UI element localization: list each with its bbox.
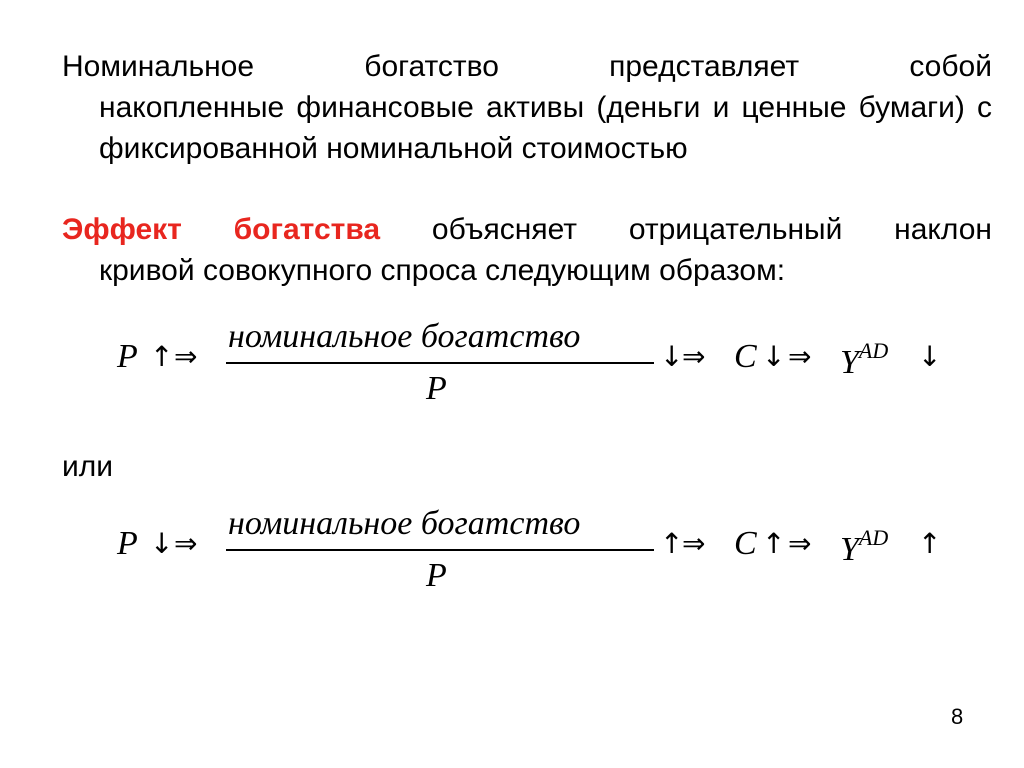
- connector-word: или: [62, 450, 114, 483]
- fraction-numerator: номинальное богатство: [228, 318, 581, 355]
- wealth-effect-first-line-text: объясняет отрицательный наклон: [431, 213, 992, 246]
- output-symbol: Y: [840, 344, 859, 381]
- wealth-effect-continuation: кривой совокупного спроса следующим образом:: [99, 254, 786, 287]
- definition-continuation: накопленные финансовые активы (деньги и ценные бумаги) с фиксированной номинальной стоимостью: [99, 91, 992, 165]
- consumption-up-arrow-icon: ↑: [762, 527, 786, 560]
- consumption-symbol: C: [734, 338, 757, 375]
- price-up-arrow-icon: ↑: [150, 340, 174, 373]
- consumption-symbol: C: [734, 525, 757, 562]
- fraction-numerator: номинальное богатство: [228, 505, 581, 542]
- ad-superscript: AD: [858, 525, 889, 550]
- aggregate-demand-symbol: [840, 525, 888, 569]
- page-number: 8: [951, 704, 964, 729]
- implies-icon: ⇒: [174, 527, 198, 560]
- definition-first-line: Номинальное богатство представляет собой: [62, 50, 992, 83]
- output-symbol: Y: [840, 531, 859, 568]
- demand-up-arrow-icon: ↑: [918, 527, 942, 560]
- aggregate-demand-symbol: [840, 338, 888, 382]
- implies-icon: ⇒: [174, 340, 198, 373]
- implies-icon: ⇒: [682, 527, 706, 560]
- real-wealth-up-arrow-icon: ↑: [660, 527, 684, 560]
- formula-price-increase: [0, 318, 1024, 428]
- real-wealth-down-arrow-icon: ↓: [660, 340, 684, 373]
- fraction-denominator: P: [426, 370, 447, 407]
- implies-icon: ⇒: [682, 340, 706, 373]
- fraction-denominator: P: [426, 557, 447, 594]
- fraction-bar: [226, 549, 654, 551]
- consumption-down-arrow-icon: ↓: [762, 340, 786, 373]
- wealth-effect-paragraph: [62, 209, 992, 291]
- fraction-bar: [226, 362, 654, 364]
- wealth-effect-term: Эффект богатства: [62, 213, 381, 246]
- implies-icon: ⇒: [788, 340, 812, 373]
- formula-price-decrease: [0, 505, 1024, 615]
- nominal-wealth-definition: [62, 46, 992, 169]
- price-down-arrow-icon: ↓: [150, 527, 174, 560]
- implies-icon: ⇒: [788, 527, 812, 560]
- wealth-effect-first-line: [62, 209, 992, 250]
- ad-superscript: AD: [858, 338, 889, 363]
- demand-down-arrow-icon: ↓: [918, 340, 942, 373]
- price-symbol: P: [117, 525, 138, 562]
- price-symbol: P: [117, 338, 138, 375]
